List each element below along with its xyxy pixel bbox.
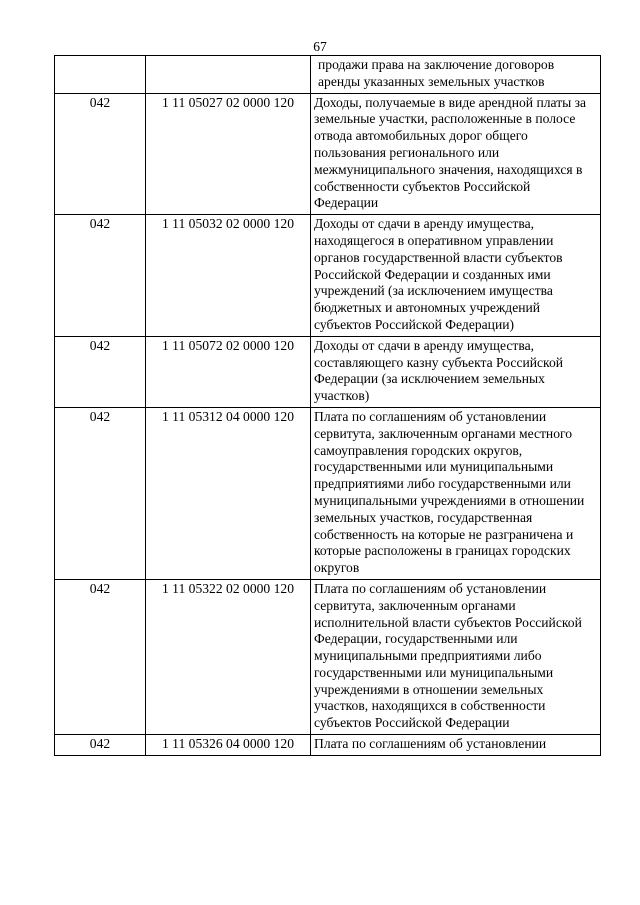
revenue-name-text: Доходы, получаемые в виде арендной платы за земельные участки, расположенные в полосе отвода автомобильных дорог общего пользования регионального или межмуниципального значения, находящихся в собственности субъектов Российской Федерации bbox=[314, 94, 587, 211]
revenue-code-cell: 1 11 05027 02 0000 120 bbox=[146, 93, 311, 215]
table-row bbox=[55, 579, 601, 734]
budget-classification-table bbox=[54, 55, 601, 756]
revenue-code-cell: 1 11 05072 02 0000 120 bbox=[146, 336, 311, 407]
revenue-name-text: Доходы от сдачи в аренду имущества, находящегося в оперативном управлении органов государственной власти субъектов Российской Федерации и созданных ими учреждений (за исключением имущества бюджетных и автономных учреждений субъектов Российской Федерации) bbox=[314, 216, 563, 332]
revenue-code-cell: 1 11 05326 04 0000 120 bbox=[146, 735, 311, 756]
revenue-code-cell bbox=[146, 56, 311, 94]
revenue-name-cell bbox=[311, 735, 601, 756]
revenue-code-cell: 1 11 05312 04 0000 120 bbox=[146, 407, 311, 579]
page-number: 67 bbox=[313, 39, 327, 54]
revenue-name-text: Плата по соглашениям об установлении сервитута, заключенным органами исполнительной власти субъектов Российской Федерации, государственными или муниципальными предприятиями либо государственными или муниципальными учреждениями в отношении земельных участков, находящихся в собственности субъектов Российской Федерации bbox=[314, 580, 582, 731]
revenue-code-cell: 1 11 05032 02 0000 120 bbox=[146, 215, 311, 337]
revenue-code-cell: 1 11 05322 02 0000 120 bbox=[146, 579, 311, 734]
revenue-name-text: продажи права на заключение договоров аренды указанных земельных участков bbox=[318, 57, 555, 89]
table-row bbox=[55, 93, 601, 215]
table-row bbox=[55, 407, 601, 579]
admin-code-cell: 042 bbox=[55, 735, 146, 756]
admin-code-cell: 042 bbox=[55, 579, 146, 734]
revenue-name-text: Доходы от сдачи в аренду имущества, составляющего казну субъекта Российской Федерации (за исключением земельных участков) bbox=[314, 337, 564, 404]
admin-code-cell: 042 bbox=[55, 336, 146, 407]
revenue-name-text: Плата по соглашениям об установлении bbox=[314, 736, 547, 752]
table-row bbox=[55, 336, 601, 407]
revenue-name-cell bbox=[311, 215, 601, 337]
table-row bbox=[55, 215, 601, 337]
revenue-name-cell bbox=[311, 579, 601, 734]
revenue-name-cell bbox=[311, 56, 601, 94]
revenue-name-cell bbox=[311, 336, 601, 407]
admin-code-cell bbox=[55, 56, 146, 94]
admin-code-cell: 042 bbox=[55, 215, 146, 337]
revenue-name-cell bbox=[311, 407, 601, 579]
table-row bbox=[55, 735, 601, 756]
admin-code-cell: 042 bbox=[55, 93, 146, 215]
admin-code-cell: 042 bbox=[55, 407, 146, 579]
table-row bbox=[55, 56, 601, 94]
revenue-name-text: Плата по соглашениям об установлении сервитута, заключенным органами местного самоуправления городских округов, государственными или муниципальными предприятиями либо государственными или муниципальными учреждениями в отношении земельных участков, государственная собственность на которые не разграничена и которые расположены в границах городских округов bbox=[314, 408, 585, 576]
revenue-name-cell bbox=[311, 93, 601, 215]
